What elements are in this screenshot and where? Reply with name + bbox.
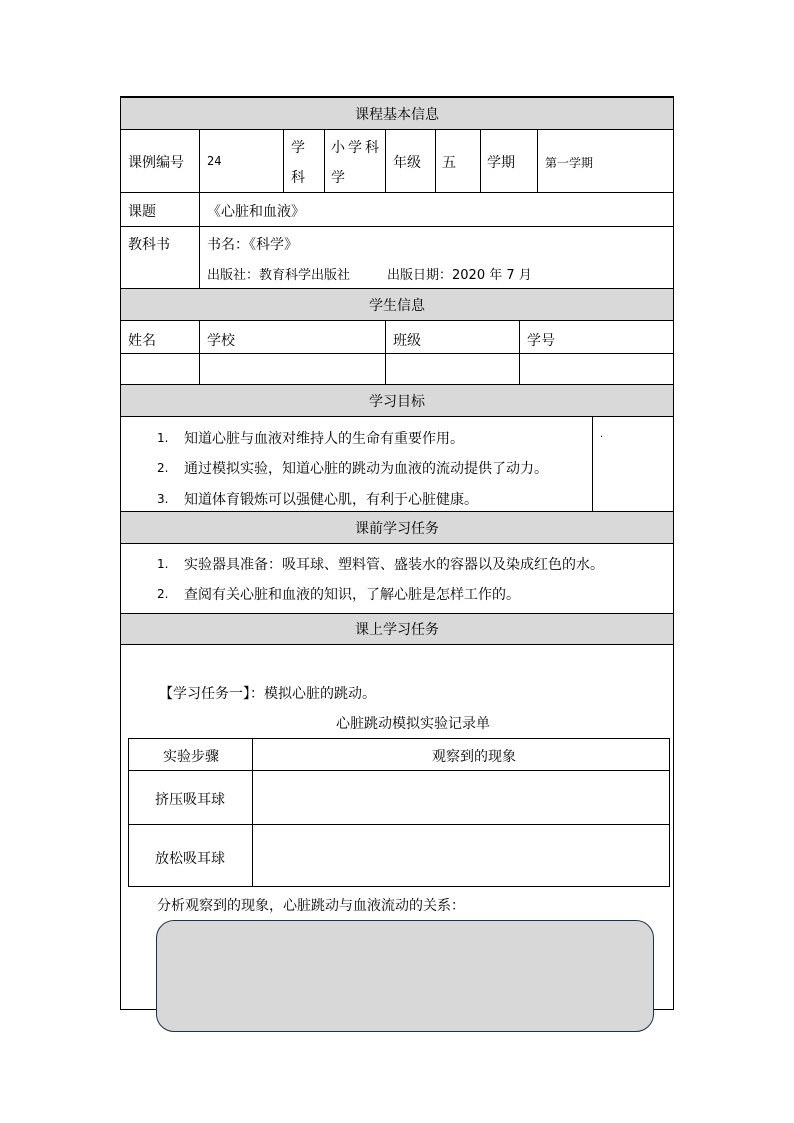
objective-number: 1.: [157, 431, 169, 445]
course-sheet: [120, 96, 674, 1010]
student-number-label: 学号: [527, 333, 555, 349]
pre-task-item: 查阅有关心脏和血液的知识，了解心脏是怎样工作的。: [184, 587, 520, 603]
student-class-label: 班级: [393, 333, 421, 349]
grade-label: 年级: [393, 155, 421, 171]
analysis-answer-box[interactable]: [156, 920, 654, 1032]
section-title: 课前学习任务: [355, 520, 439, 537]
pre-task-item: 实验器具准备：吸耳球、塑料管、盛装水的容器以及染成红色的水。: [184, 557, 604, 573]
subject-value-line1: 小学科: [331, 140, 382, 156]
student-school-label: 学校: [207, 333, 235, 349]
grade-value: 五: [442, 155, 456, 171]
section-title: 课上学习任务: [355, 622, 439, 638]
student-school-field[interactable]: [200, 354, 385, 384]
objective-number: 3.: [157, 492, 169, 506]
pre-task-number: 1.: [157, 557, 169, 571]
term-label: 学期: [487, 155, 515, 171]
student-number-field[interactable]: [520, 354, 674, 384]
publisher: 出版社：教育科学出版社: [207, 268, 351, 283]
student-name-label: 姓名: [128, 333, 156, 349]
column-header-step: 实验步骤: [163, 749, 219, 765]
objective-item: 知道体育锻炼可以强健心肌，有利于心脏健康。: [184, 492, 478, 508]
record-table: [128, 738, 670, 887]
table-row-release: 放松吸耳球: [155, 851, 225, 867]
subject-label-line2: 科: [291, 170, 305, 186]
observation-squeeze-field[interactable]: [253, 771, 669, 824]
book-name: 书名：《科学》: [207, 237, 298, 253]
objective-number: 2.: [157, 461, 169, 475]
table-row-squeeze: 挤压吸耳球: [155, 792, 225, 808]
task-one-heading: 【学习任务一】：模拟心脏的跳动。: [159, 686, 376, 702]
term-value: 第一学期: [545, 156, 594, 170]
analysis-prompt: 分析观察到的现象，心脏跳动与血液流动的关系：: [157, 898, 465, 914]
section-header-class-tasks: [121, 613, 673, 645]
course-id-label: 课例编号: [128, 155, 184, 171]
objective-item: 知道心脏与血液对维持人的生命有重要作用。: [184, 431, 464, 447]
section-header-course-info: [121, 97, 673, 130]
section-title: 课程基本信息: [355, 106, 439, 123]
section-header-objectives: [121, 384, 673, 417]
topic-value: 《心脏和血液》: [207, 204, 305, 220]
decorative-dot: .: [600, 429, 604, 440]
column-header-observation: 观察到的现象: [432, 749, 516, 765]
subject-label-line1: 学: [291, 140, 305, 156]
textbook-label: 教科书: [128, 237, 170, 253]
pre-task-number: 2.: [157, 587, 169, 601]
topic-label: 课题: [128, 204, 156, 220]
section-title: 学生信息: [369, 297, 425, 314]
section-header-pre-tasks: [121, 511, 673, 544]
student-class-field[interactable]: [386, 354, 519, 384]
section-header-student-info: [121, 288, 673, 321]
publication-date: 出版日期：2020 年 7 月: [387, 268, 532, 283]
record-sheet-title: 心脏跳动模拟实验记录单: [336, 716, 490, 732]
student-name-field[interactable]: [121, 354, 199, 384]
course-id-value: 24: [207, 154, 222, 168]
observation-release-field[interactable]: [253, 825, 669, 886]
section-title: 学习目标: [369, 393, 425, 410]
objective-item: 通过模拟实验，知道心脏的跳动为血液的流动提供了动力。: [184, 461, 548, 477]
subject-value-line2: 学: [331, 170, 345, 186]
